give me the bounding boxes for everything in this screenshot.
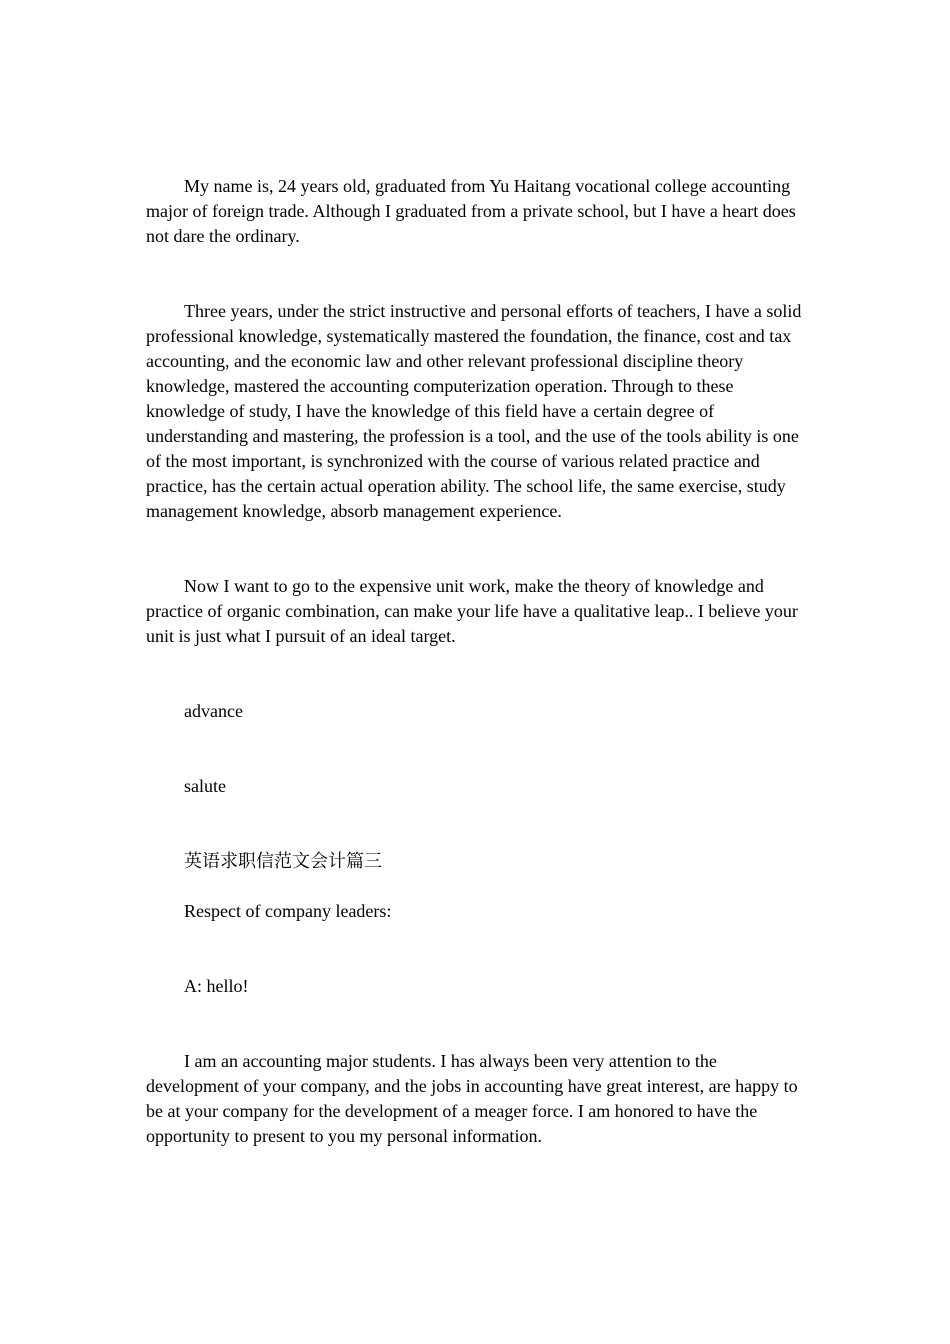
paragraph-introduction: My name is, 24 years old, graduated from Yu Haitang vocational college accounting major of foreign trade. Although I graduated from a private school, but I have a heart does not dare the ordinary.: [146, 176, 796, 246]
greeting: A: hello!: [184, 976, 249, 996]
salutation: Respect of company leaders:: [184, 901, 392, 921]
document-body: [146, 174, 804, 1149]
paragraph-application: I am an accounting major students. I has always been very attention to the development of your company, and the jobs in accounting have great interest, are happy to be at your company for the development of a meager force. I am honored to have the opportunity to present to you my personal information.: [146, 1051, 798, 1146]
paragraph-education: Three years, under the strict instructive and personal efforts of teachers, I have a solid professional knowledge, systematically mastered the foundation, the finance, cost and tax accounting, and the economic law and other relevant professional discipline theory knowledge, mastered the accounting computerization operation. Through to these knowledge of study, I have the knowledge of this field have a certain degree of understanding and mastering, the profession is a tool, and the use of the tools ability is one of the most important, is synchronized with the course of various related practice and practice, has the certain actual operation ability. The school life, the same exercise, study management knowledge, absorb management experience.: [146, 301, 802, 521]
closing-salute: salute: [184, 776, 226, 796]
paragraph-goal: Now I want to go to the expensive unit work, make the theory of knowledge and practice of organic combination, can make your life have a qualitative leap.. I believe your unit is just what I pursuit of an ideal target.: [146, 576, 798, 646]
section-heading: 英语求职信范文会计篇三: [184, 851, 382, 871]
closing-advance: advance: [184, 701, 243, 721]
